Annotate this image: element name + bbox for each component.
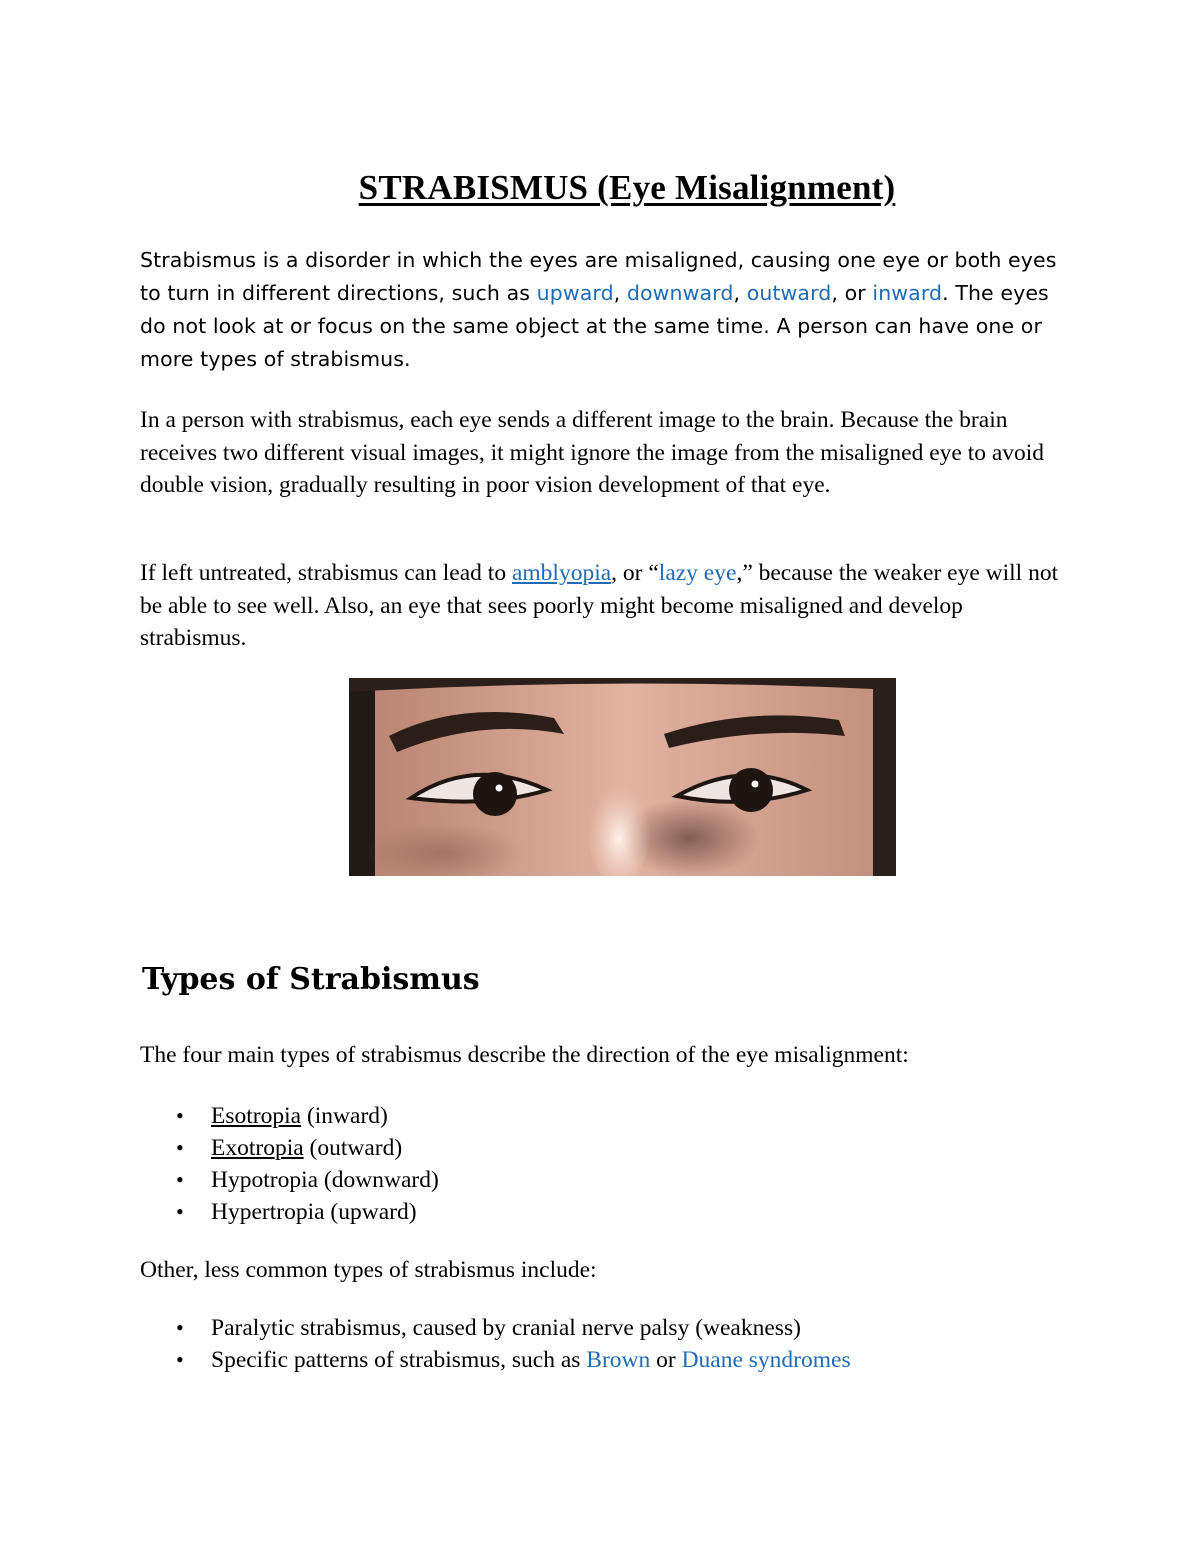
amblyopia-link[interactable]: amblyopia (511, 560, 612, 586)
other-types-list (140, 1312, 851, 1376)
bullet-icon: • (176, 1199, 184, 1224)
other-type-text: Paralytic strabismus, caused by cranial nerve palsy (weakness) (211, 1315, 801, 1341)
intro-paragraph (140, 244, 1070, 376)
list-item (140, 1312, 851, 1344)
bullet-icon: • (176, 1315, 184, 1340)
brown-link[interactable]: Brown (586, 1347, 651, 1373)
type-name: Hypotropia (211, 1167, 319, 1193)
downward-link[interactable]: downward (626, 281, 734, 305)
face-eyes-photo-icon (349, 678, 896, 876)
type-desc: (downward) (318, 1167, 439, 1193)
list-item (140, 1164, 439, 1196)
para3-text-1: If left untreated, strabismus can lead to (140, 560, 512, 586)
list-item (140, 1100, 439, 1132)
other-type-text: Specific patterns of strabismus, such as (211, 1347, 587, 1373)
intro-text-1: Strabismus is a disorder in which the eyes are misaligned, causing one eye or both eyes to turn in different directions, such as (140, 248, 1057, 305)
brain-paragraph: In a person with strabismus, each eye sends a different image to the brain. Because the brain receives two different visual images, it might ignore the image from the misaligned eye to avoid double vision, gradually resulting in poor vision development of that eye. (140, 407, 1045, 498)
inward-link[interactable]: inward (872, 281, 943, 305)
intro-comma-2: , (733, 281, 747, 305)
bullet-icon: • (176, 1167, 184, 1192)
type-desc: (upward) (324, 1199, 417, 1225)
esotropia-link[interactable]: Esotropia (211, 1103, 302, 1129)
other-types-intro: Other, less common types of strabismus include: (140, 1257, 597, 1283)
list-item (140, 1344, 851, 1376)
intro-text-2: . The eyes do not look at or focus on the same object at the same time. A person can have one or more types of strabismus. (140, 281, 1049, 371)
lazy-eye-link[interactable]: lazy eye (658, 560, 737, 586)
main-types-list (140, 1100, 439, 1228)
bullet-icon: • (176, 1135, 184, 1160)
list-item (140, 1196, 439, 1228)
or-text: or (650, 1347, 682, 1373)
types-intro: The four main types of strabismus describe the direction of the eye misalignment: (140, 1042, 909, 1068)
intro-or: , or (831, 281, 873, 305)
types-heading: Types of Strabismus (142, 962, 480, 997)
bullet-icon: • (176, 1347, 184, 1372)
outward-link[interactable]: outward (746, 281, 832, 305)
bullet-icon: • (176, 1103, 184, 1128)
type-desc: (outward) (303, 1135, 403, 1161)
amblyopia-paragraph (140, 557, 1070, 655)
para3-text-3: ,” because the weaker eye will not be able to see well. Also, an eye that sees poorly might become misaligned and develop strabismus. (140, 560, 1059, 651)
type-name: Hypertropia (211, 1199, 325, 1225)
duane-syndromes-link[interactable]: Duane syndromes (681, 1347, 851, 1373)
para3-text-2: , or “ (611, 560, 659, 586)
list-item (140, 1132, 439, 1164)
page-title: STRABISMUS (Eye Misalignment) (358, 168, 896, 207)
exotropia-link[interactable]: Exotropia (211, 1135, 304, 1161)
eyes-photo (349, 678, 896, 876)
type-desc: (inward) (301, 1103, 388, 1129)
intro-comma-1: , (613, 281, 627, 305)
upward-link[interactable]: upward (536, 281, 614, 305)
